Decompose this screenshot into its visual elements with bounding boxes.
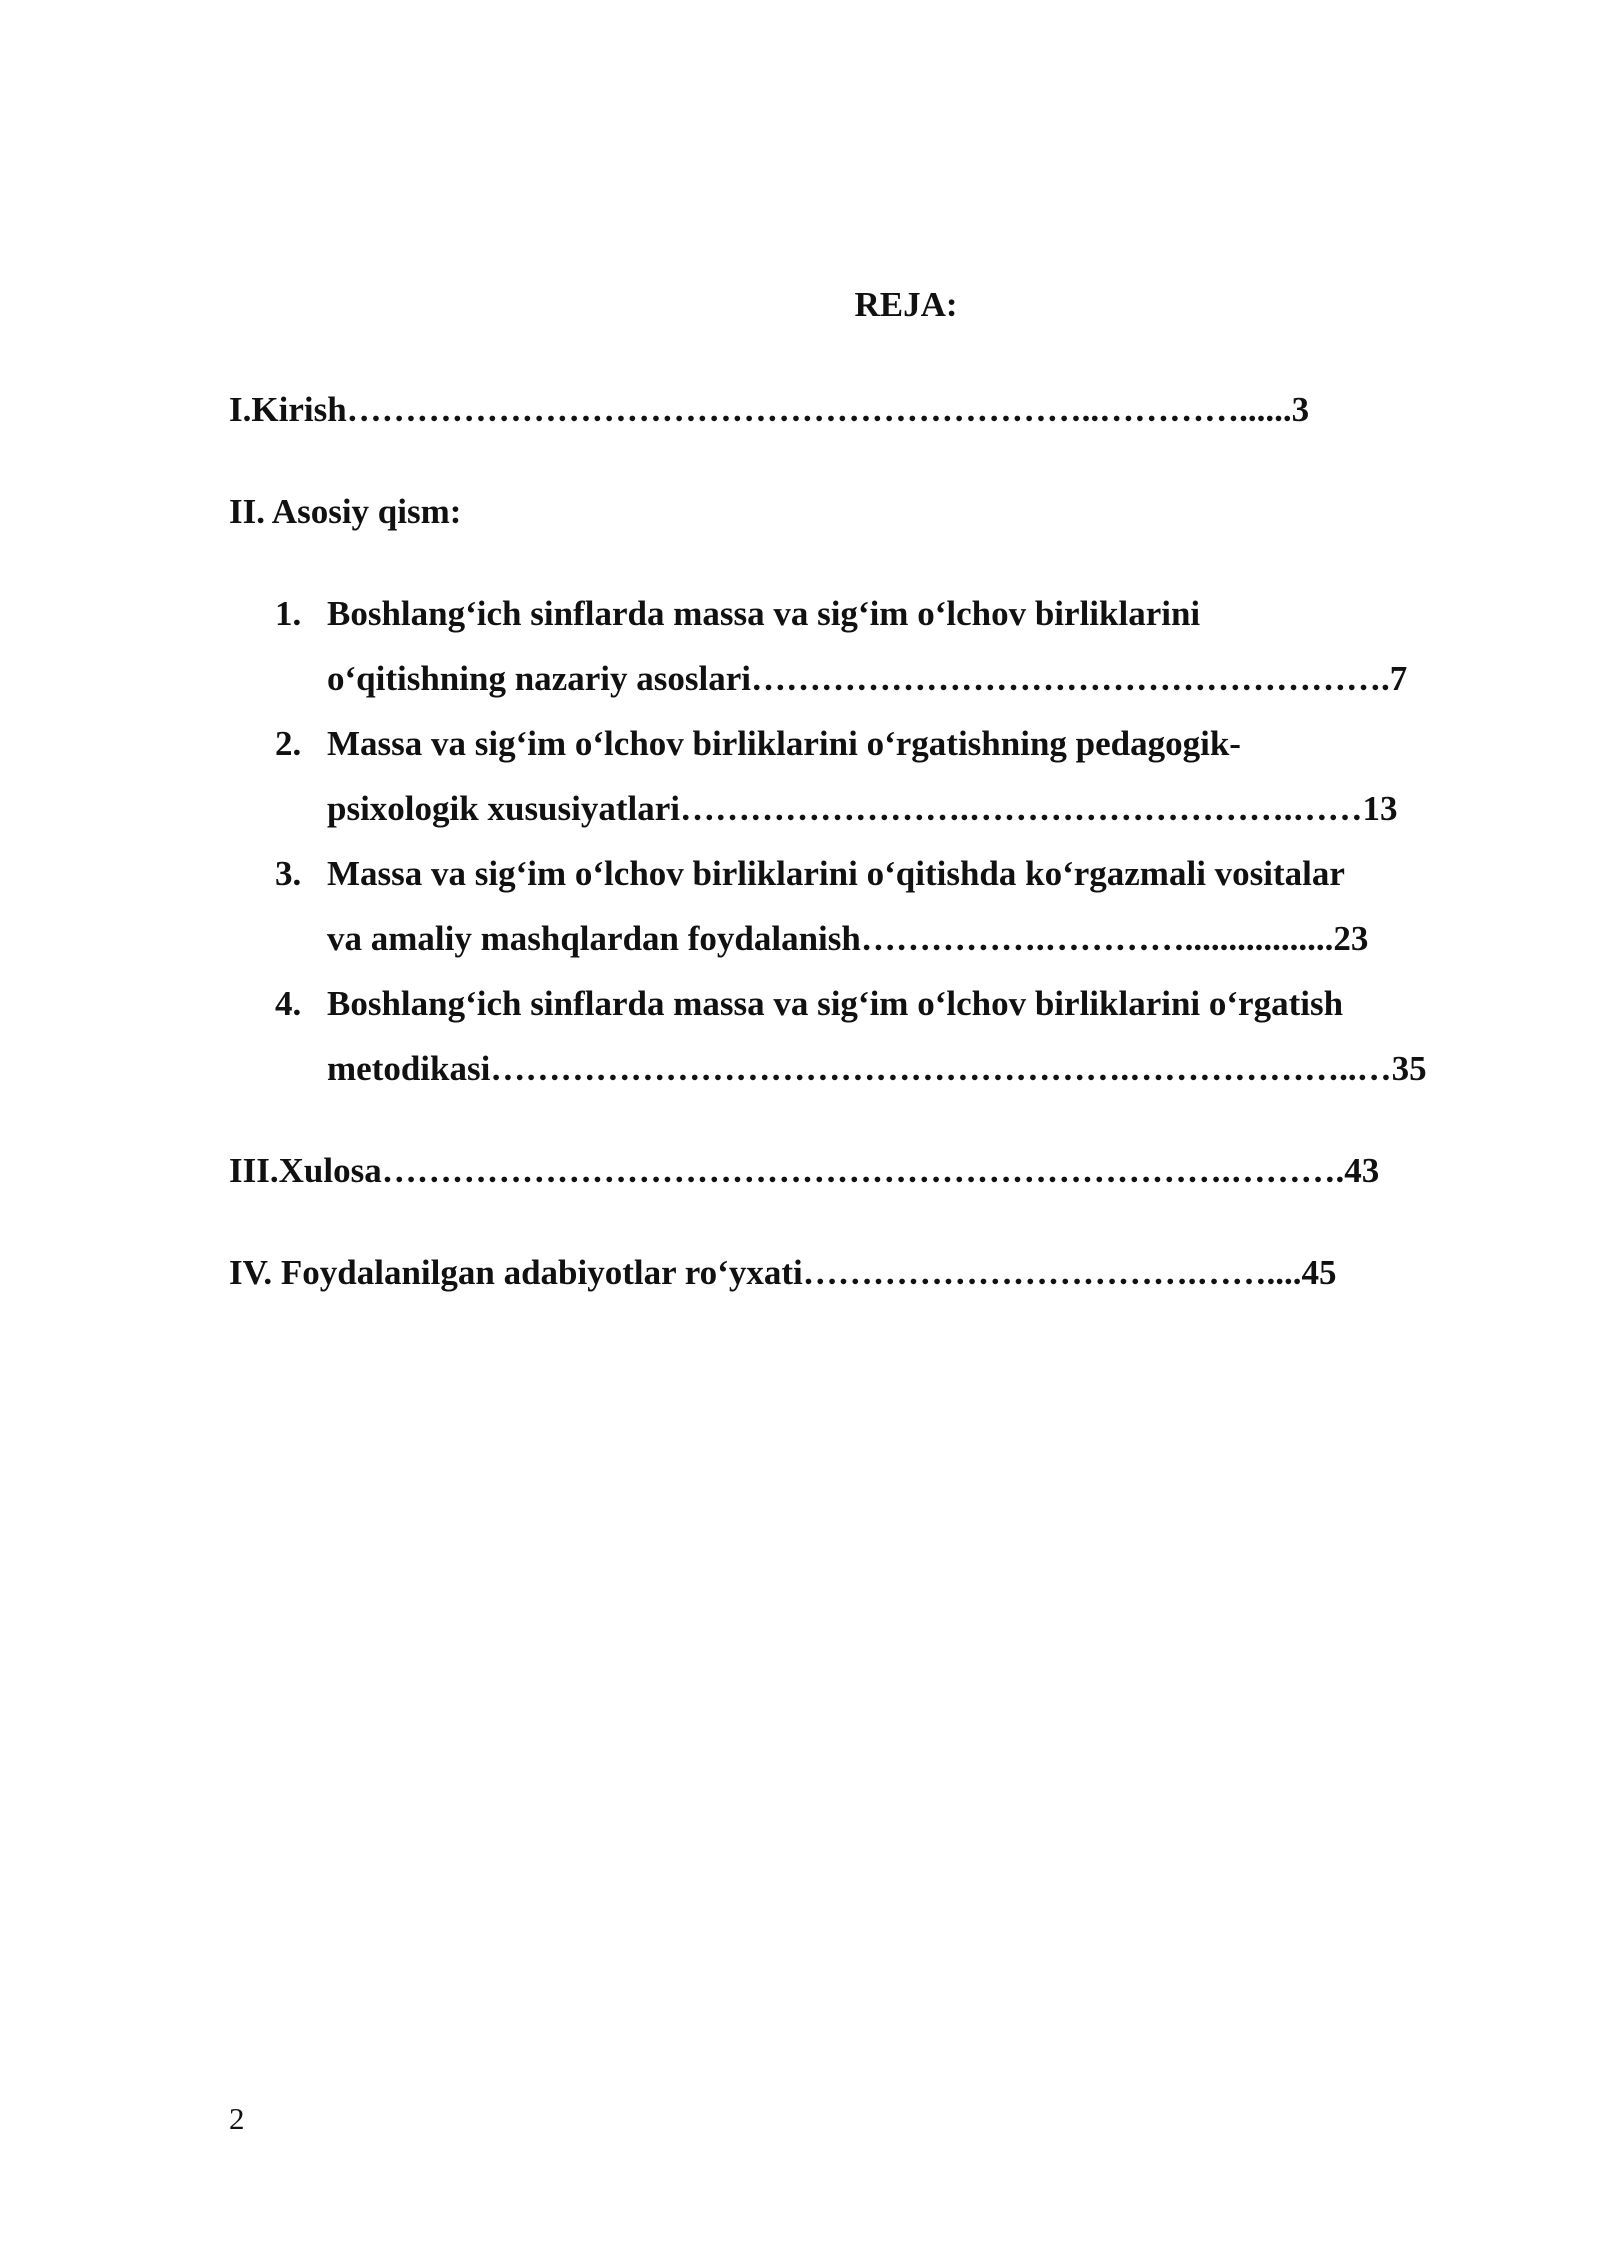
subsection-1-line-2: o‘qitishning nazariy asoslari……………………………………………….7 xyxy=(327,659,1408,698)
toc-entry-main-part: II. Asosiy qism: xyxy=(229,492,462,531)
toc-heading: REJA: xyxy=(854,285,958,324)
subsection-2-line-1: Massa va sig‘im o‘lchov birliklarini o‘rgatishning pedagogik- xyxy=(327,724,1241,763)
subsection-number-4: 4. xyxy=(275,984,302,1023)
toc-entry-references: IV. Foydalanilgan adabiyotlar ro‘yxati…………………………….……....45 xyxy=(229,1253,1337,1292)
subsection-number-3: 3. xyxy=(275,854,302,893)
toc-entry-introduction: I.Kirish………………………………………………………..…………......3 xyxy=(229,390,1310,429)
subsection-3-line-1: Massa va sig‘im o‘lchov birliklarini o‘qitishda ko‘rgazmali vositalar xyxy=(327,854,1345,893)
page-number: 2 xyxy=(229,2101,245,2136)
toc-entry-conclusion: III.Xulosa……………………………………………………………….……….43 xyxy=(229,1151,1380,1190)
subsection-3-line-2: va amaliy mashqlardan foydalanish…………….………….................23 xyxy=(327,919,1369,958)
subsection-4-line-2: metodikasi……………………………………………….………………..…35 xyxy=(327,1049,1427,1088)
subsection-number-1: 1. xyxy=(275,594,302,633)
subsection-4-line-1: Boshlang‘ich sinflarda massa va sig‘im o‘lchov birliklarini o‘rgatish xyxy=(327,984,1344,1023)
subsection-2-line-2: psixologik xususiyatlari…………………….……………………….……13 xyxy=(327,789,1398,828)
subsection-number-2: 2. xyxy=(275,724,302,763)
subsection-1-line-1: Boshlang‘ich sinflarda massa va sig‘im o‘lchov birliklarini xyxy=(327,594,1201,633)
